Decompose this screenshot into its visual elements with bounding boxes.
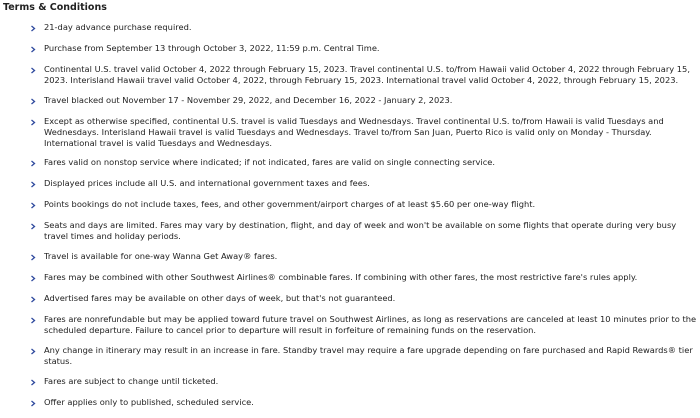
- list-item-text: Seats and days are limited. Fares may vary by destination, flight, and day of week and won't be available on some flights that operate during very busy travel times and holiday periods.: [44, 220, 677, 241]
- list-item-text: Fares are nonrefundable but may be applied toward future travel on Southwest Airlines, as long as reservations are canceled at least 10 minutes prior to the scheduled departure. Failure to cancel prior to departure will result in forfeiture of remaining funds on the reservation.: [44, 314, 697, 335]
- list-item-text: Any change in itinerary may result in an increase in fare. Standby travel may require a fare upgrade depending on fare purchased and Rapid Rewards® tier status.: [44, 345, 693, 366]
- section-title: Terms & Conditions: [3, 2, 107, 13]
- chevron-right-icon: [30, 254, 37, 261]
- chevron-right-icon: [30, 160, 37, 167]
- list-item-text: Fares are subject to change until ticketed.: [44, 376, 219, 386]
- list-item-text: Travel is available for one-way Wanna Get Away® fares.: [44, 251, 278, 261]
- chevron-right-icon: [30, 223, 37, 230]
- chevron-right-icon: [30, 46, 37, 53]
- list-item-text: Fares valid on nonstop service where indicated; if not indicated, fares are valid on single connecting service.: [44, 157, 496, 167]
- chevron-right-icon: [30, 379, 37, 386]
- chevron-right-icon: [30, 296, 37, 303]
- list-item-text: Travel blacked out November 17 - November 29, 2022, and December 16, 2022 - January 2, 2023.: [44, 95, 453, 105]
- list-item-text: Fares may be combined with other Southwest Airlines® combinable fares. If combining with other fares, the most restrictive fare's rules apply.: [44, 272, 638, 282]
- list-item-text: Advertised fares may be available on other days of week, but that's not guaranteed.: [44, 293, 396, 303]
- chevron-right-icon: [30, 317, 37, 324]
- chevron-right-icon: [30, 119, 37, 126]
- chevron-right-icon: [30, 98, 37, 105]
- list-item-text: Continental U.S. travel valid October 4, 2022 through February 15, 2023. Travel continental U.S. to/from Hawaii valid October 4, 2022 through February 15, 2023. Interisland Hawaii travel valid October 4, 2022, through February 15, 2023. International travel valid October 4, 2022, through February 15, 2023.: [44, 64, 690, 85]
- chevron-right-icon: [30, 348, 37, 355]
- chevron-right-icon: [30, 275, 37, 282]
- list-item-text: Except as otherwise specified, continental U.S. travel is valid Tuesdays and Wednesdays. Travel continental U.S. to/from Hawaii is valid Tuesdays and Wednesdays. Interisland Hawaii travel is valid Tuesdays and Wednesdays. Travel to/from San Juan, Puerto Rico is valid only on Monday - Thursday. International travel is valid Tuesdays and Wednesdays.: [44, 116, 664, 148]
- list-item-text: Displayed prices include all U.S. and international government taxes and fees.: [44, 178, 370, 188]
- list-item-text: Purchase from September 13 through October 3, 2022, 11:59 p.m. Central Time.: [44, 43, 380, 53]
- list-item-text: Offer applies only to published, scheduled service.: [44, 397, 254, 407]
- chevron-right-icon: [30, 400, 37, 407]
- chevron-right-icon: [30, 202, 37, 209]
- list-item-text: Points bookings do not include taxes, fees, and other government/airport charges of at least $5.60 per one-way flight.: [44, 199, 536, 209]
- list-item-text: 21-day advance purchase required.: [44, 22, 192, 32]
- chevron-right-icon: [30, 181, 37, 188]
- chevron-right-icon: [30, 25, 37, 32]
- chevron-right-icon: [30, 67, 37, 74]
